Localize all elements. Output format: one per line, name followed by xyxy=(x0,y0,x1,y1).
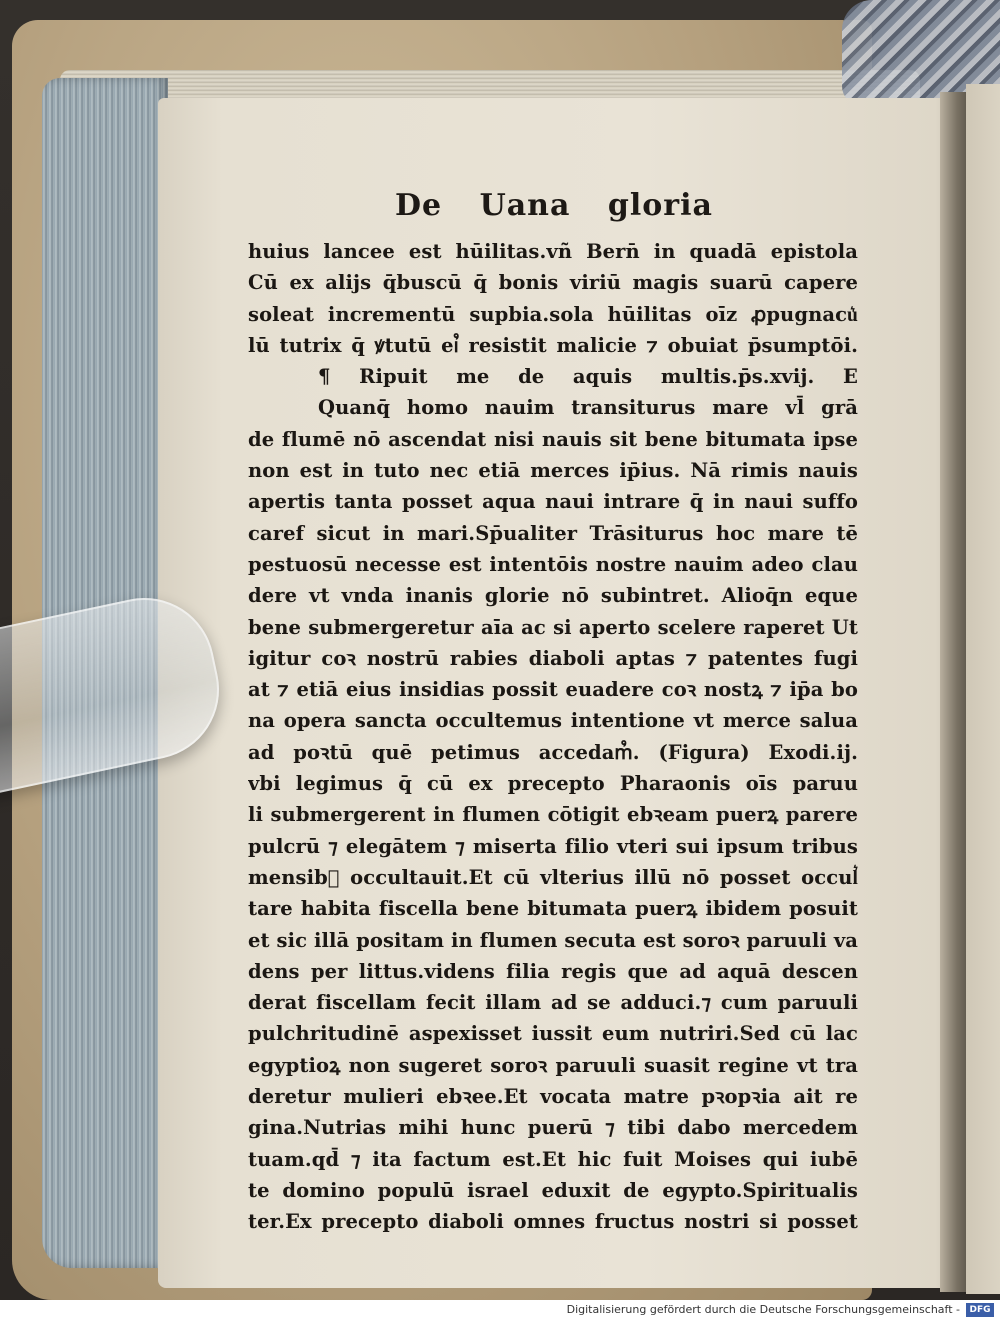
text-line: na opera sancta occultemus intentione vt merce salua xyxy=(248,709,858,733)
text-line: tuam.qd̄ ⁊ ita factum est.Et hic fuit Moises qui iubē xyxy=(248,1147,858,1171)
text-line: bene submergeretur aīa ac si aperto scelere raperet Ut xyxy=(248,615,858,639)
text-line: apertis tanta posset aqua naui intrare q̄ in naui suffo xyxy=(248,490,858,514)
text-line: gina.Nutrias mihi hunc puerū ⁊ tibi dabo mercedem xyxy=(248,1116,858,1140)
heading-word: Uana xyxy=(479,188,571,223)
text-line: deretur mulieri ebꝛee.Et vocata matre pꝛopꝛia ait re xyxy=(248,1085,858,1109)
text-line: vbi legimus q̄ cū ex precepto Pharaonis oīs paruu xyxy=(248,772,858,796)
text-line: igitur coꝛ nostrū rabies diaboli aptas ⁊ patentes fugi xyxy=(248,646,858,670)
text-line: Cū ex alijs q̄buscū q̄ bonis viriū magis suarū capere xyxy=(248,271,858,295)
text-line: pestuosū necesse est intentōis nostre nauim adeo clau xyxy=(248,552,858,576)
book-gutter xyxy=(940,92,968,1292)
text-block xyxy=(248,236,858,1238)
text-line: caref sicut in mari.Sp̄ualiter Trāsiturus hoc mare tē xyxy=(248,521,858,545)
text-line: li submergerent in flumen cōtigit ebꝛeam puerꝝ parere xyxy=(248,803,858,827)
text-line: ter.Ex precepto diaboli omnes fructus nostri si posset xyxy=(248,1210,858,1234)
text-line: ad poꝛtū quē petimus accedam᷒. (Figura) Exodi.ij. xyxy=(248,740,858,764)
dfg-logo: DFG xyxy=(966,1303,994,1317)
footer-bar xyxy=(0,1300,1000,1320)
text-line: dens per littus.videns filia regis que ad aquā descen xyxy=(248,959,858,983)
text-line: de flumē nō ascendat nisi nauis sit bene bitumata ipse xyxy=(248,427,858,451)
text-line: at ⁊ etiā eius insidias possit euadere coꝛ nostꝝ ⁊ ip̄a bo xyxy=(248,678,858,702)
text-line: et sic illā positam in flumen secuta est soroꝛ paruuli va xyxy=(248,928,858,952)
text-line: huius lancee est hūilitas.vñ Bern̄ in quadā epistola xyxy=(248,240,858,263)
text-line: derat fiscellam fecit illam ad se adduci.⁊ cum paruuli xyxy=(248,991,858,1015)
funding-notice: Digitalisierung gefördert durch die Deutsche Forschungsgemeinschaft - xyxy=(566,1303,960,1316)
text-line: Quanq̄ homo nauim transiturus mare vl̄ grā xyxy=(318,396,858,420)
facing-page-edge xyxy=(966,84,1000,1294)
text-line: lū tutrix q̄ ꝟtutū ei᷒ resistit malicie ⁊ obuiat p̄sumptōi. xyxy=(248,333,858,357)
text-line: non est in tuto nec etiā merces ip̄ius. Nā rimis nauis xyxy=(248,459,858,483)
text-line: dere vt vnda inanis glorie nō subintret. Alioq̄n eque xyxy=(248,584,858,608)
text-line: tare habita fiscella bene bitumata puerꝝ ibidem posuit xyxy=(248,897,858,921)
text-line: pulcrū ⁊ elegātem ⁊ miserta filio vteri sui ipsum tribus xyxy=(248,834,858,858)
heading-word: De xyxy=(395,188,443,223)
text-line: soleat incrementū supbia.sola hūilitas oīz ꝓpugnacu͛ xyxy=(248,302,858,326)
text-line: te domino populū israel eduxit de egypto.Spiritualis xyxy=(248,1178,858,1202)
text-line: egyptioꝝ non sugeret soroꝛ paruuli suasit regine vt tra xyxy=(248,1053,858,1077)
text-line: mensib᷒ occultauit.Et cū vlterius illū nō posset occul͛ xyxy=(248,865,858,889)
text-line: ¶ Ripuit me de aquis multis.p̄s.xvij. E xyxy=(318,365,858,389)
heading-word: gloria xyxy=(607,188,713,223)
text-line: pulchritudinē aspexisset iussit eum nutriri.Sed cū lac xyxy=(248,1022,858,1046)
running-heading xyxy=(395,188,715,223)
